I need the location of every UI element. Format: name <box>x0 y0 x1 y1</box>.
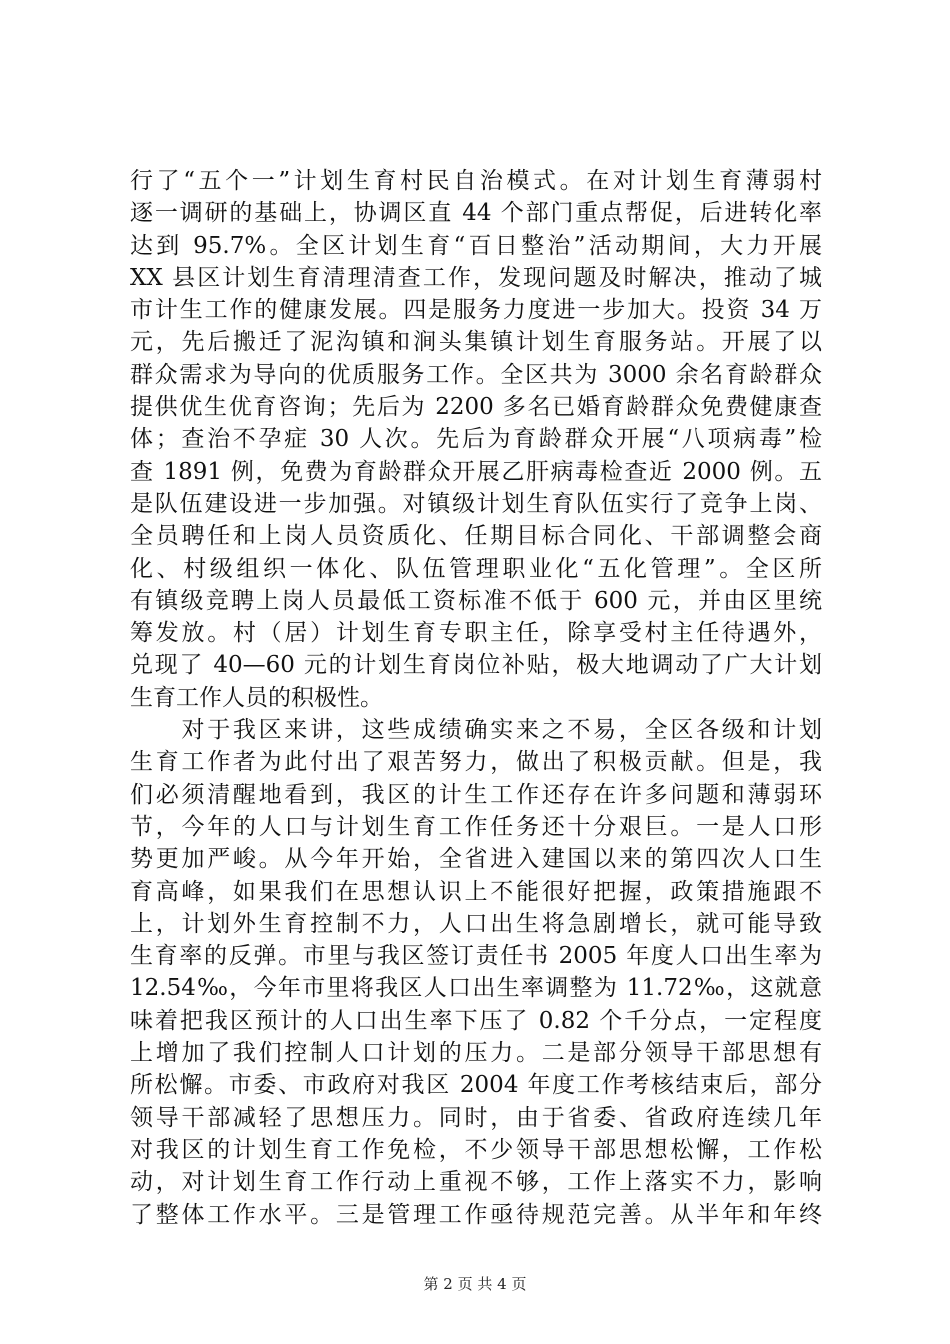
text-line: 上增加了我们控制人口计划的压力。二是部分领导干部思想有 <box>130 1040 822 1067</box>
text-line: 势更加严峻。从今年开始，全省进入建国以来的第四次人口生 <box>130 846 822 873</box>
text-line: 味着把我区预计的人口出生率下压了 0.82 个千分点，一定程度 <box>130 1007 822 1034</box>
text-line: 所松懈。市委、市政府对我区 2004 年度工作考核结束后，部分 <box>130 1072 822 1099</box>
text-line: 体；查治不孕症 30 人次。先后为育龄群众开展“八项病毒”检 <box>130 426 822 453</box>
text-line: 逐一调研的基础上，协调区直 44 个部门重点帮促，后进转化率 <box>130 200 822 227</box>
text-line: 群众需求为导向的优质服务工作。全区共为 3000 余名育龄群众 <box>130 361 822 388</box>
text-line: 动，对计划生育工作行动上重视不够，工作上落实不力，影响 <box>130 1169 822 1196</box>
text-line: 提供优生优育咨询；先后为 2200 多名已婚育龄群众免费健康查 <box>130 394 822 421</box>
text-line: 达到 95.7%。全区计划生育“百日整治”活动期间，大力开展 <box>130 232 822 259</box>
text-line: 领导干部减轻了思想压力。同时，由于省委、省政府连续几年 <box>130 1104 822 1131</box>
text-line: 兑现了 40—60 元的计划生育岗位补贴，极大地调动了广大计划 <box>130 652 822 679</box>
text-line: 查 1891 例，免费为育龄群众开展乙肝病毒检查近 2000 例。五 <box>130 458 822 485</box>
text-line: 有镇级竞聘上岗人员最低工资标准不低于 600 元，并由区里统 <box>130 587 822 614</box>
text-line: 们必须清醒地看到，我区的计生工作还存在许多问题和薄弱环 <box>130 781 822 808</box>
text-line: 元，先后搬迁了泥沟镇和涧头集镇计划生育服务站。开展了以 <box>130 329 822 356</box>
text-line: 节，今年的人口与计划生育工作任务还十分艰巨。一是人口形 <box>130 813 822 840</box>
text-line: 生育率的反弹。市里与我区签订责任书 2005 年度人口出生率为 <box>130 943 822 970</box>
text-line: 全员聘任和上岗人员资质化、任期目标合同化、干部调整会商 <box>130 523 822 550</box>
text-line: 生育工作者为此付出了艰苦努力，做出了积极贡献。但是，我 <box>130 749 822 776</box>
body-text <box>130 165 822 1231</box>
text-line: 对于我区来讲，这些成绩确实来之不易，全区各级和计划 <box>130 717 822 744</box>
text-line: 对我区的计划生育工作免检，不少领导干部思想松懈，工作松 <box>130 1136 822 1163</box>
page-number-footer: 第 2 页 共 4 页 <box>423 1275 527 1293</box>
text-line: XX 县区计划生育清理清查工作，发现问题及时解决，推动了城 <box>130 264 822 291</box>
text-line: 化、村级组织一体化、队伍管理职业化“五化管理”。全区所 <box>130 555 822 582</box>
text-line: 行了“五个一”计划生育村民自治模式。在对计划生育薄弱村 <box>130 168 822 194</box>
text-line: 上，计划外生育控制不力，人口出生将急剧增长，就可能导致 <box>130 910 822 937</box>
text-line: 了整体工作水平。三是管理工作亟待规范完善。从半年和年终 <box>130 1201 822 1228</box>
text-line: 筹发放。村（居）计划生育专职主任，除享受村主任待遇外， <box>130 620 822 647</box>
text-line: 育高峰，如果我们在思想认识上不能很好把握，政策措施跟不 <box>130 878 822 905</box>
text-line: 是队伍建设进一步加强。对镇级计划生育队伍实行了竞争上岗、 <box>130 490 822 517</box>
text-line: 生育工作人员的积极性。 <box>130 684 383 711</box>
text-line: 市计生工作的健康发展。四是服务力度进一步加大。投资 34 万 <box>130 297 822 324</box>
text-line: 12.54‰，今年市里将我区人口出生率调整为 11.72‰，这就意 <box>130 975 822 1002</box>
